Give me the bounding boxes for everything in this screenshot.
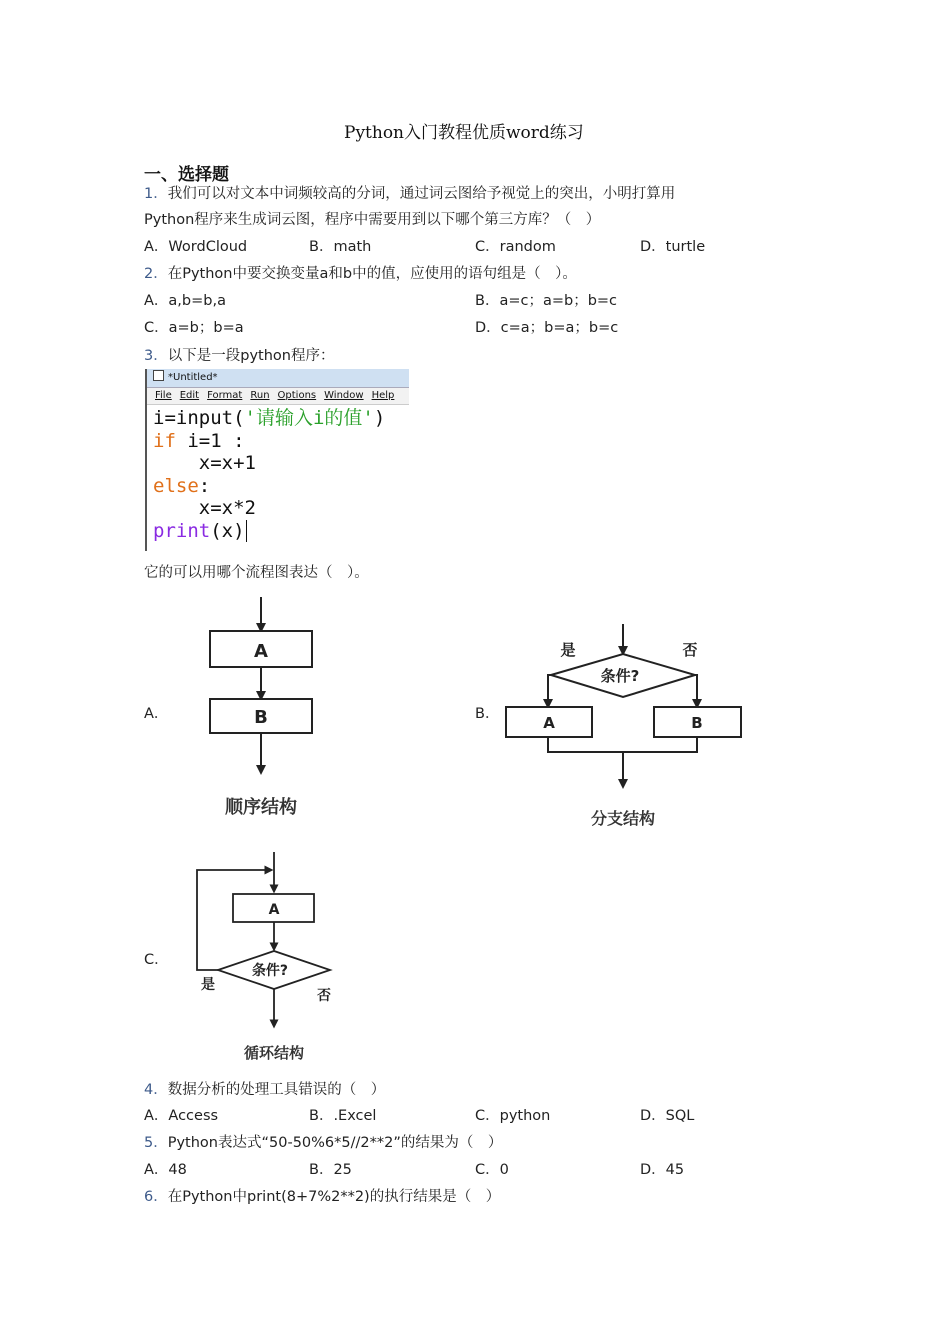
question-text: 以下是一段python程序： [167, 348, 335, 364]
code-token: i=1 : [175, 429, 245, 452]
menu-edit: Edit [179, 390, 200, 401]
flow-yes-label: 是 [201, 977, 215, 993]
flow-no-label: 否 [317, 988, 331, 1004]
menu-file: File [155, 390, 172, 401]
flow-condition: 条件? [251, 963, 289, 979]
flow-box-b: B [254, 707, 268, 728]
text-cursor [246, 520, 247, 542]
menu-window: Window [324, 390, 364, 401]
flowchart-loop [190, 848, 365, 1068]
code-editor-screenshot [145, 369, 409, 551]
code-line-6 [153, 520, 247, 542]
option-c: C．random [475, 239, 556, 255]
option-c: C．python [475, 1108, 551, 1124]
code-string: '请输入i的值' [244, 407, 374, 429]
question-3-followup: 它的可以用哪个流程图表达（ ）。 [144, 565, 369, 581]
option-a-label: A． [144, 706, 169, 722]
option-b-label: B． [475, 706, 500, 722]
option-b: B．math [309, 239, 372, 255]
flow-yes-label: 是 [560, 641, 576, 659]
flow-caption: 循环结构 [243, 1044, 305, 1062]
question-text: 数据分析的处理工具错误的（ ） [167, 1082, 386, 1098]
flowchart-sequence [195, 595, 335, 825]
question-number: 3． [144, 348, 168, 364]
editor-title: *Untitled* [168, 372, 218, 383]
option-b: B．.Excel [309, 1108, 377, 1124]
question-number: 4． [144, 1082, 168, 1098]
question-number: 1． [144, 186, 168, 202]
flow-no-label: 否 [682, 641, 698, 659]
option-d: D．c=a；b=a；b=c [475, 320, 619, 336]
question-3 [144, 344, 334, 365]
code-token: i=input( [153, 407, 245, 429]
menu-help: Help [371, 390, 395, 401]
flow-box-a: A [268, 902, 280, 918]
flow-caption: 分支结构 [590, 809, 656, 828]
option-c: C．a=b；b=a [144, 320, 244, 336]
option-a: A．a,b=b,a [144, 293, 226, 309]
question-text: Python表达式“50-50%6*5//2**2”的结果为（ ） [167, 1135, 503, 1151]
option-a: A．48 [144, 1162, 187, 1178]
editor-title-bar [147, 369, 409, 388]
option-d: D．45 [640, 1162, 685, 1178]
question-text: 在Python中要交换变量a和b中的值，应使用的语句组是（ ）。 [167, 266, 577, 282]
code-keyword: if [153, 429, 176, 452]
code-block [147, 405, 409, 542]
flow-box-a: A [543, 714, 555, 732]
question-text: 在Python中print(8+7%2**2)的执行结果是（ ） [167, 1189, 501, 1205]
code-line-3: x=x+1 [153, 452, 256, 474]
code-line-4 [153, 475, 210, 497]
editor-menu-bar [147, 388, 409, 405]
flow-condition: 条件? [600, 667, 640, 685]
flow-caption: 顺序结构 [225, 797, 297, 818]
menu-format: Format [207, 390, 243, 401]
menu-options: Options [277, 390, 317, 401]
code-line-5: x=x*2 [153, 497, 256, 519]
flowchart-branch [500, 618, 750, 833]
code-token: : [198, 474, 211, 497]
question-number: 5． [144, 1135, 168, 1151]
menu-run: Run [250, 390, 270, 401]
code-token: ) [373, 407, 386, 429]
question-1-line2: Python程序来生成词云图，程序中需要用到以下哪个第三方库？（ ） [144, 212, 601, 228]
option-b: B．a=c；a=b；b=c [475, 293, 618, 309]
option-d: D．turtle [640, 239, 706, 255]
code-builtin: print [153, 519, 211, 542]
window-icon [153, 370, 164, 381]
flow-box-b: B [691, 714, 703, 732]
option-c: C．0 [475, 1162, 509, 1178]
question-number: 2． [144, 266, 168, 282]
code-keyword: else [153, 474, 199, 497]
question-1 [144, 182, 675, 203]
option-c-label: C． [144, 952, 169, 968]
question-number: 6． [144, 1189, 168, 1205]
option-b: B．25 [309, 1162, 352, 1178]
question-text: 我们可以对文本中词频较高的分词，通过词云图给予视觉上的突出，小明打算用 [167, 186, 676, 202]
code-line-2 [153, 430, 245, 452]
question-4 [144, 1078, 385, 1099]
question-6 [144, 1185, 500, 1206]
section-heading: 一、选择题 [144, 165, 229, 185]
flow-box-a: A [254, 641, 268, 662]
document-title: Python入门教程优质word练习 [344, 123, 584, 143]
question-5 [144, 1131, 502, 1152]
code-line-1 [153, 407, 385, 429]
option-d: D．SQL [640, 1108, 695, 1124]
code-token: (x) [210, 519, 245, 542]
question-2 [144, 262, 577, 283]
option-a: A．Access [144, 1108, 219, 1124]
option-a: A．WordCloud [144, 239, 248, 255]
